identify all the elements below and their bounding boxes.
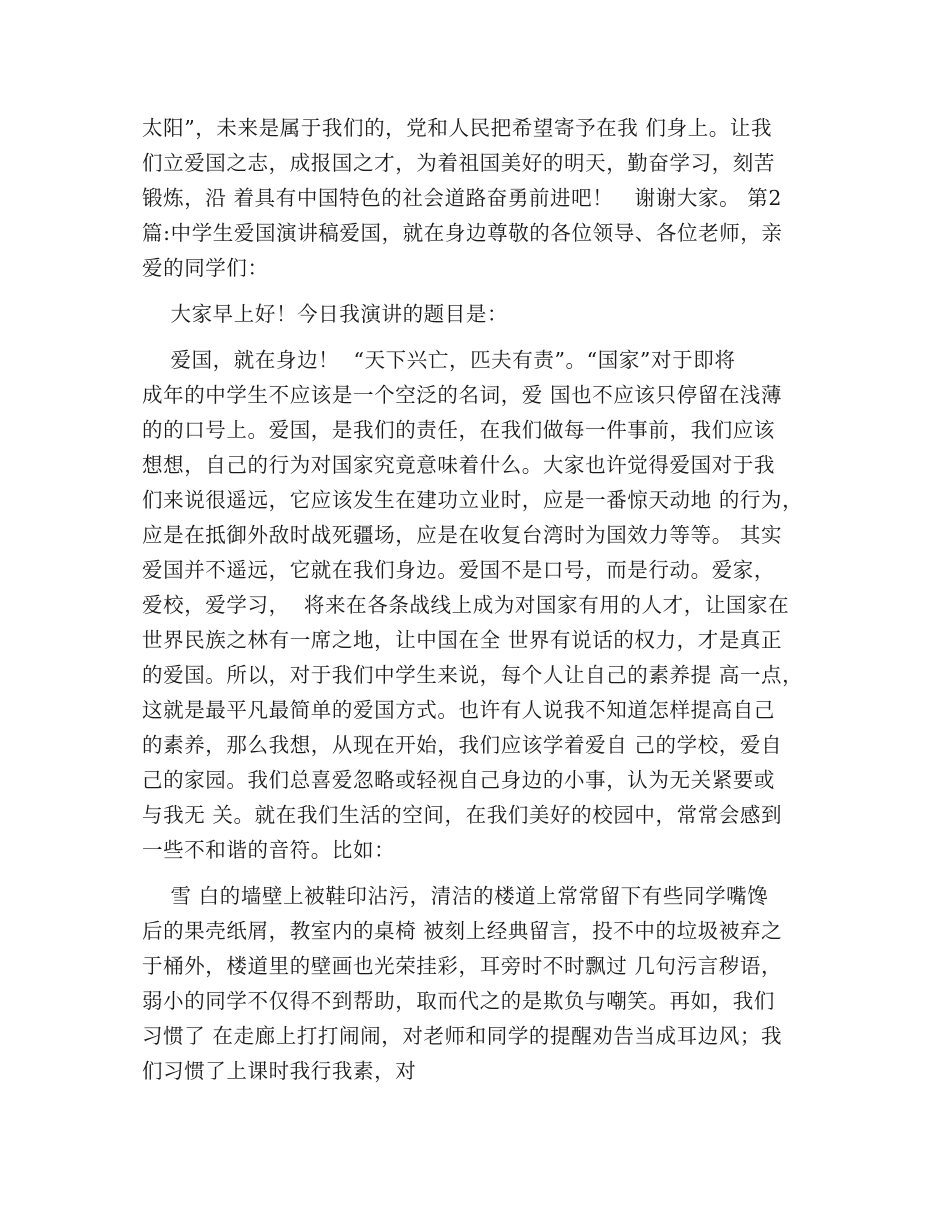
text-line: 篇:中学生爱国演讲稿爱国，就在身边尊敬的各位领导、各位老师，亲 [142, 221, 783, 245]
text-line: 的的口号上。爱国，是我们的责任，在我们做每一件事前，我们应该 [142, 418, 775, 442]
text-line: 世界民族之林有一席之地，让中国在全 世界有说话的权力，才是真正 [142, 628, 783, 652]
text-line: 这就是最平凡最简单的爱国方式。也许有人说我不知道怎样提高自己 [142, 698, 775, 722]
text-line: 己的家园。我们总喜爱忽略或轻视自己身边的小事，认为无关紧要或 [142, 768, 775, 792]
text-line: 爱的同学们： [142, 256, 269, 280]
text-line: 与我无 关。就在我们生活的空间，在我们美好的校园中，常常会感到 [142, 803, 783, 827]
text-line: 想想，自己的行为对国家究竟意味着什么。大家也许觉得爱国对于我 [142, 453, 775, 477]
text-line: 爱国，就在身边！ “天下兴亡，匹夫有责”。“国家”对于即将 [142, 348, 736, 372]
text-line: 的爱国。所以，对于我们中学生来说，每个人让自己的素养提 高一点， [142, 663, 804, 687]
text-line: 们习惯了上课时我行我素，对 [142, 1059, 417, 1083]
text-line: 应是在抵御外敌时战死疆场，应是在收复台湾时为国效力等等。 其实 [142, 523, 783, 547]
text-line: 太阳”，未来是属于我们的，党和人民把希望寄予在我 们身上。让我 [142, 116, 773, 140]
text-line: 们立爱国之志，成报国之才，为着祖国美好的明天，勤奋学习，刻苦 [142, 151, 775, 175]
text-line: 弱小的同学不仅得不到帮助，取而代之的是欺负与嘲笑。再如，我们 [142, 989, 775, 1013]
text-line: 于桶外，楼道里的壁画也光荣挂彩，耳旁时不时飘过 几句污言秽语， [142, 954, 783, 978]
text-line: 们来说很遥远，它应该发生在建功立业时，应是一番惊天动地 的行为， [142, 488, 804, 512]
text-line: 后的果壳纸屑，教室内的桌椅 被刻上经典留言，投不中的垃圾被弃之 [142, 919, 783, 943]
text-line: 爱校，爱学习， 将来在各条战线上成为对国家有用的人才，让国家在 [142, 593, 790, 617]
text-line: 习惯了 在走廊上打打闹闹，对老师和同学的提醒劝告当成耳边风；我 [142, 1024, 783, 1048]
text-line: 的素养，那么我想，从现在开始，我们应该学着爱自 己的学校，爱自 [142, 733, 783, 757]
text-line: 成年的中学生不应该是一个空泛的名词，爱 国也不应该只停留在浅薄 [142, 383, 783, 407]
text-line: 一些不和谐的音符。比如： [142, 838, 396, 862]
text-line: 锻炼，沿 着具有中国特色的社会道路奋勇前进吧！ 谢谢大家。 第2 [142, 186, 783, 210]
document-body [142, 111, 822, 1089]
text-line: 爱国并不遥远，它就在我们身边。爱国不是口号，而是行动。爱家， [142, 558, 775, 582]
text-line: 雪 白的墙壁上被鞋印沾污，清洁的楼道上常常留下有些同学嘴馋 [142, 884, 769, 908]
text-line: 大家早上好！今日我演讲的题目是： [142, 302, 509, 326]
